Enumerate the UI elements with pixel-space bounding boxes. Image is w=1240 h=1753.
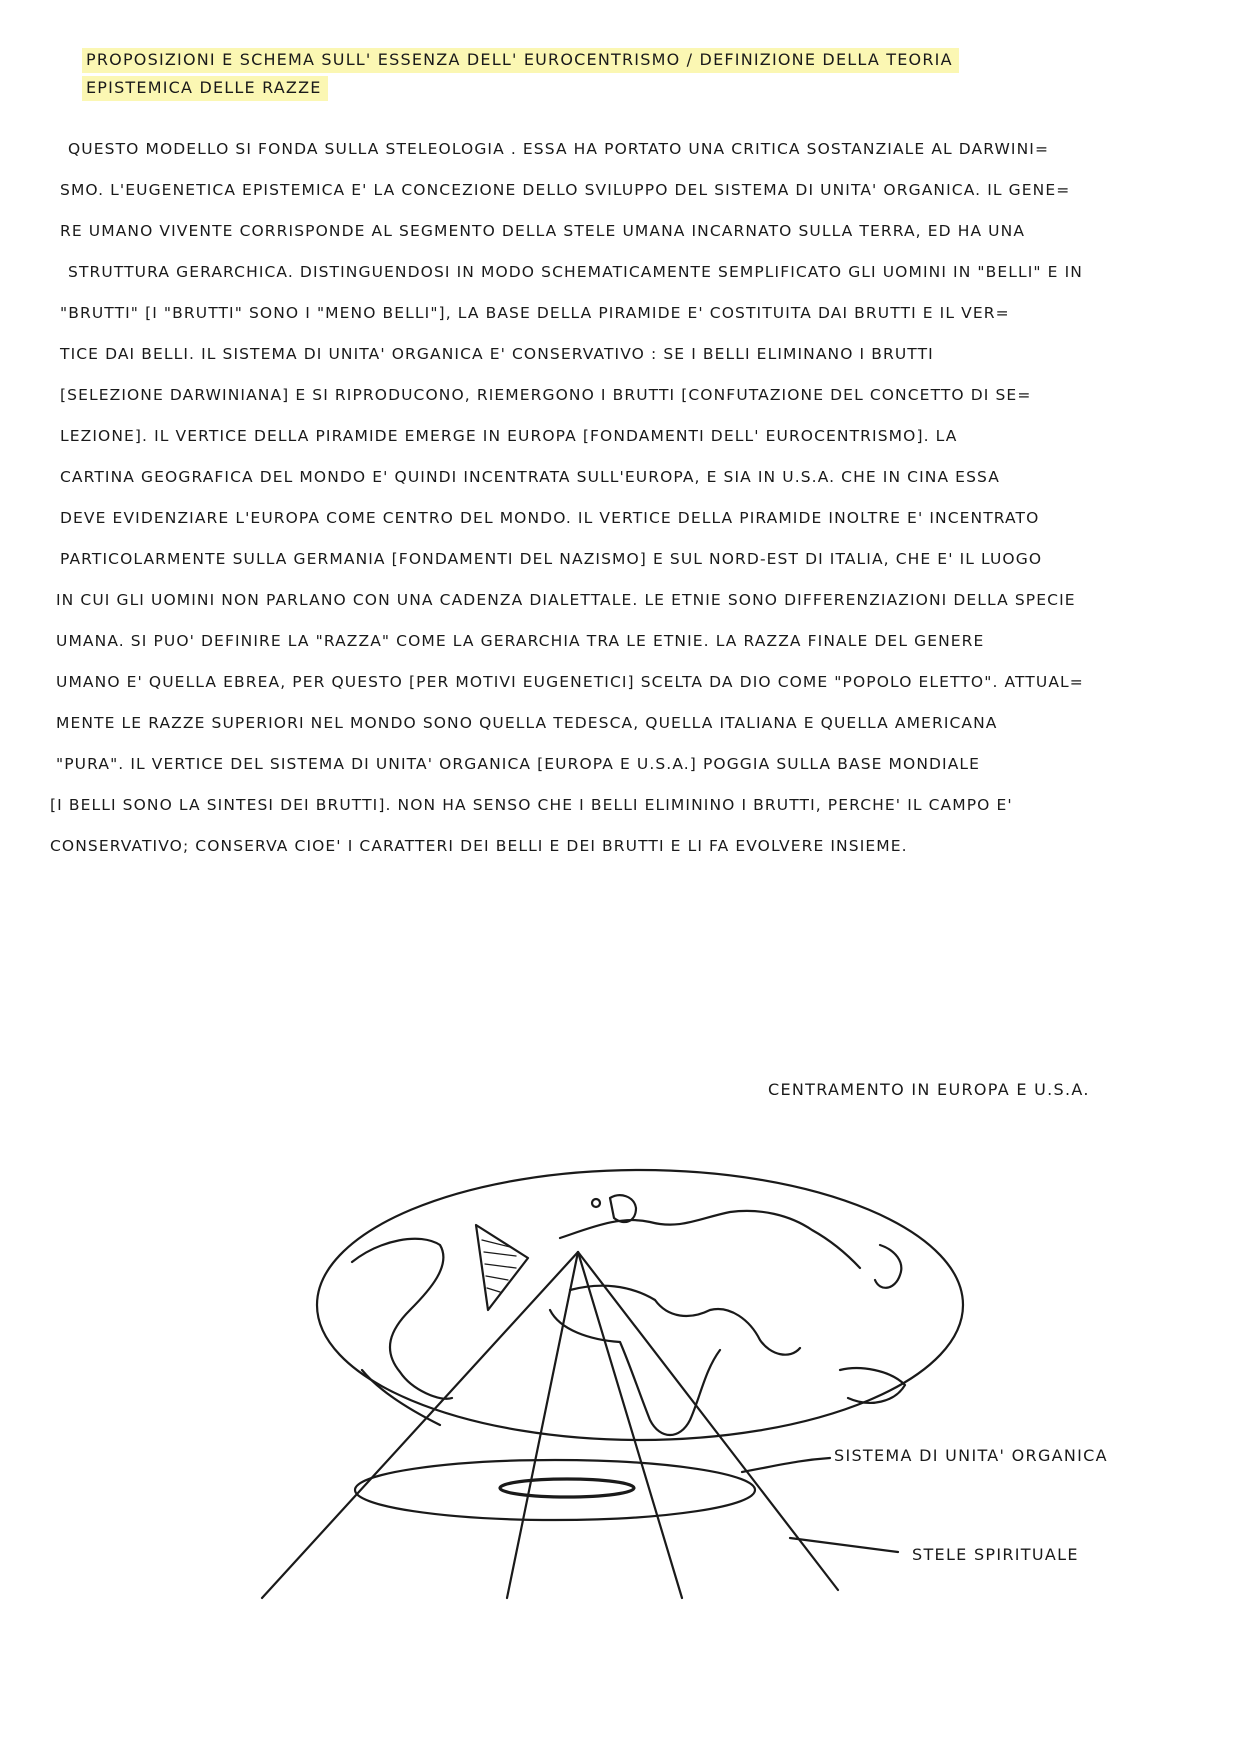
stele-line-left xyxy=(262,1252,578,1598)
eurasia-north-coast xyxy=(560,1211,860,1268)
text-line: CONSERVATIVO; CONSERVA CIOE' I CARATTERI DEI BELLI E DEI BRUTTI E LI FA EVOLVERE INSIEME. xyxy=(50,837,908,855)
diagram-label-centering: CENTRAMENTO IN EUROPA E U.S.A. xyxy=(768,1080,1090,1099)
text-line: STRUTTURA GERARCHICA. DISTINGUENDOSI IN MODO SCHEMATICAMENTE SEMPLIFICATO GLI UOMINI IN "BELLI" E IN xyxy=(68,263,1083,281)
highlighted-title-text: PROPOSIZIONI E SCHEMA SULL' ESSENZA DELL' EUROCENTRISMO / DEFINIZIONE DELLA TEORIA EPISTEMICA DELLE RAZZE xyxy=(82,48,959,101)
diagram-label-system: SISTEMA DI UNITA' ORGANICA xyxy=(834,1446,1108,1465)
stele-line-mid-right xyxy=(578,1252,682,1598)
text-line: "BRUTTI" [I "BRUTTI" SONO I "MENO BELLI"], LA BASE DELLA PIRAMIDE E' COSTITUITA DAI BRUTTI E IL VER= xyxy=(60,304,1010,322)
text-line: IN CUI GLI UOMINI NON PARLANO CON UNA CADENZA DIALETTALE. LE ETNIE SONO DIFFERENZIAZIONI DELLA SPECIE xyxy=(56,591,1076,609)
text-line: LEZIONE]. IL VERTICE DELLA PIRAMIDE EMERGE IN EUROPA [FONDAMENTI DELL' EUROCENTRISMO]. LA xyxy=(60,427,958,445)
text-line: QUESTO MODELLO SI FONDA SULLA STELEOLOGIA . ESSA HA PORTATO UNA CRITICA SOSTANZIALE AL DARWINI= xyxy=(68,140,1050,158)
text-line: PARTICOLARMENTE SULLA GERMANIA [FONDAMENTI DEL NAZISMO] E SUL NORD-EST DI ITALIA, CHE E' IL LUOGO xyxy=(60,550,1043,568)
diagram-label-stele: STELE SPIRITUALE xyxy=(912,1545,1079,1564)
inner-stele-ellipse xyxy=(500,1479,634,1497)
text-line: [I BELLI SONO LA SINTESI DEI BRUTTI]. NON HA SENSO CHE I BELLI ELIMININO I BRUTTI, PERCHE' IL CAMPO E' xyxy=(50,796,1013,814)
iceland-outline xyxy=(610,1195,636,1222)
text-line: CARTINA GEOGRAFICA DEL MONDO E' QUINDI INCENTRATA SULL'EUROPA, E SIA IN U.S.A. CHE IN CINA ESSA xyxy=(60,468,1000,486)
text-line: DEVE EVIDENZIARE L'EUROPA COME CENTRO DEL MONDO. IL VERTICE DELLA PIRAMIDE INOLTRE E' INCENTRATO xyxy=(60,509,1040,527)
organic-unity-ellipse xyxy=(355,1460,755,1520)
africa-outline xyxy=(550,1310,720,1435)
island-mark xyxy=(592,1199,600,1207)
hatched-triangle xyxy=(476,1225,528,1310)
text-line: "PURA". IL VERTICE DEL SISTEMA DI UNITA' ORGANICA [EUROPA E U.S.A.] POGGIA SULLA BASE MONDIALE xyxy=(56,755,981,773)
text-line: UMANA. SI PUO' DEFINIRE LA "RAZZA" COME LA GERARCHIA TRA LE ETNIE. LA RAZZA FINALE DEL GENERE xyxy=(56,632,985,650)
text-line: SMO. L'EUGENETICA EPISTEMICA E' LA CONCEZIONE DELLO SVILUPPO DEL SISTEMA DI UNITA' ORGANICA. IL GENE= xyxy=(60,181,1071,199)
text-line: RE UMANO VIVENTE CORRISPONDE AL SEGMENTO DELLA STELE UMANA INCARNATO SULLA TERRA, ED HA UNA xyxy=(60,222,1026,240)
text-line: MENTE LE RAZZE SUPERIORI NEL MONDO SONO QUELLA TEDESCA, QUELLA ITALIANA E QUELLA AMERICANA xyxy=(56,714,998,732)
text-line: [SELEZIONE DARWINIANA] E SI RIPRODUCONO, RIEMERGONO I BRUTTI [CONFUTAZIONE DEL CONCETTO DI SE= xyxy=(60,386,1032,404)
text-line: TICE DAI BELLI. IL SISTEMA DI UNITA' ORGANICA E' CONSERVATIVO : SE I BELLI ELIMINANO I BRUTTI xyxy=(60,345,934,363)
japan-outline xyxy=(875,1245,901,1288)
text-line: UMANO E' QUELLA EBREA, PER QUESTO [PER MOTIVI EUGENETICI] SCELTA DA DIO COME "POPOLO ELETTO". ATTUAL= xyxy=(56,673,1084,691)
pointer-system-label xyxy=(742,1458,830,1472)
stele-line-mid-left xyxy=(507,1252,578,1598)
eurasia-south-coast xyxy=(570,1286,800,1355)
